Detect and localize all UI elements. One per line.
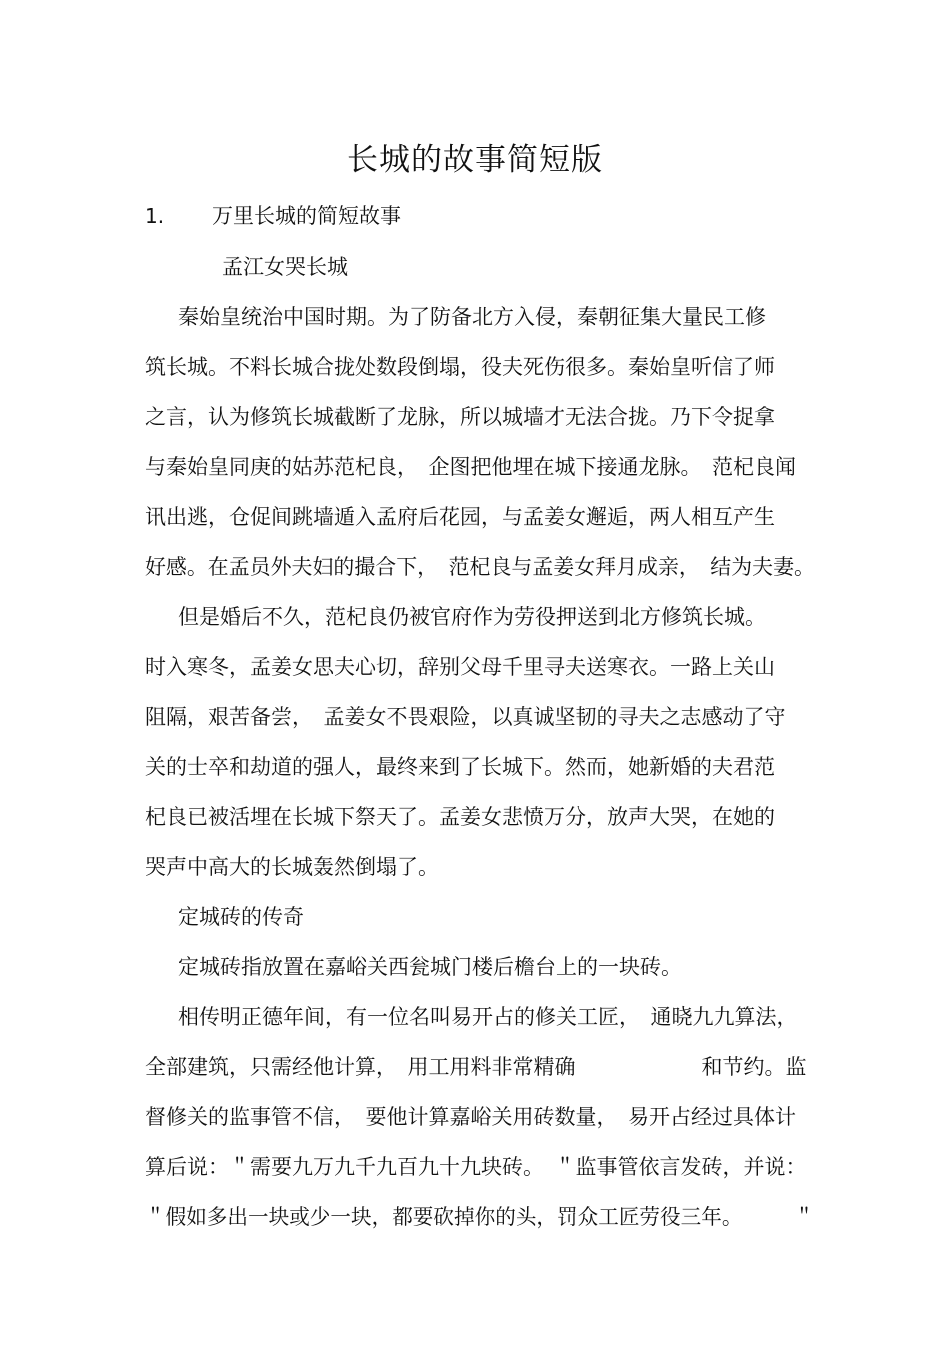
paragraph-line: 杞良已被活埋在长城下祭天了。孟姜女悲愤万分，放声大哭，在她的 (145, 805, 775, 829)
paragraph-line: 督修关的监事管不信， 要他计算嘉峪关用砖数量， 易开占经过具体计 (145, 1105, 796, 1129)
paragraph-line: 之言，认为修筑长城截断了龙脉，所以城墙才无法合拢。乃下令捉拿 (145, 405, 775, 429)
paragraph-line: 哭声中高大的长城轰然倒塌了。 (145, 855, 439, 879)
section-number: 1. (145, 204, 165, 228)
paragraph-line: 与秦始皇同庚的姑苏范杞良， 企图把他埋在城下接通龙脉。 范杞良闻 (145, 455, 796, 479)
section-title: 万里长城的简短故事 (212, 204, 401, 228)
paragraph-line: 但是婚后不久，范杞良仍被官府作为劳役押送到北方修筑长城。 (178, 605, 766, 629)
paragraph-line: 时入寒冬，孟姜女思夫心切，辞别父母千里寻夫送寒衣。一路上关山 (145, 655, 775, 679)
paragraph-line: ＂假如多出一块或少一块，都要砍掉你的头，罚众工匠劳役三年。 ＂ (145, 1205, 815, 1229)
paragraph-line: 关的士卒和劫道的强人，最终来到了长城下。然而，她新婚的夫君范 (145, 755, 775, 779)
paragraph-line: 阻隔，艰苦备尝， 孟姜女不畏艰险，以真诚坚韧的寻夫之志感动了守 (145, 705, 786, 729)
paragraph-line: 讯出逃，仓促间跳墙遁入孟府后花园，与孟姜女邂逅，两人相互产生 (145, 505, 775, 529)
paragraph-line: 全部建筑，只需经他计算， 用工用料非常精确 和节约。监 (145, 1055, 807, 1079)
story-title-meng-jiang: 孟江女哭长城 (222, 255, 348, 279)
paragraph-line: 好感。在孟员外夫妇的撮合下， 范杞良与孟姜女拜月成亲， 结为夫妻。 (145, 555, 815, 579)
story-title-brick: 定城砖的传奇 (178, 905, 304, 929)
document-title: 长城的故事简短版 (347, 142, 603, 178)
paragraph-line: 算后说：＂需要九万九千九百九十九块砖。 ＂监事管依言发砖，并说： (145, 1155, 807, 1179)
paragraph-line: 定城砖指放置在嘉峪关西瓮城门楼后檐台上的一块砖。 (178, 955, 682, 979)
paragraph-line: 筑长城。不料长城合拢处数段倒塌，役夫死伤很多。秦始皇听信了师 (145, 355, 775, 379)
paragraph-line: 相传明正德年间，有一位名叫易开占的修关工匠， 通晓九九算法， (178, 1005, 798, 1029)
paragraph-line: 秦始皇统治中国时期。为了防备北方入侵，秦朝征集大量民工修 (178, 305, 766, 329)
